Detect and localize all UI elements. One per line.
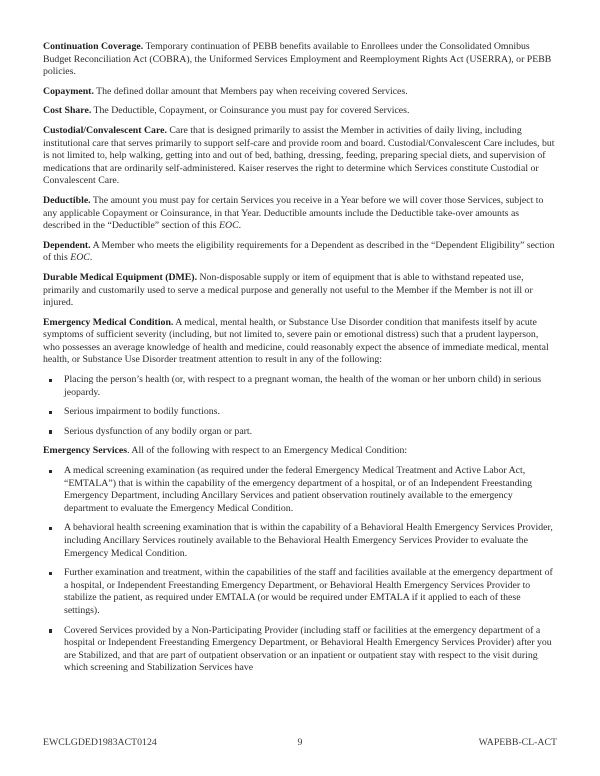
italic-text: EOC [219,220,239,232]
definition-term: Continuation Coverage. [43,41,144,52]
definition-paragraph [43,86,557,99]
bullet-text: Serious impairment to bodily functions. [64,406,220,418]
bullet-item [43,625,557,675]
definition-paragraph [43,195,557,233]
definition-body: A Member who meets the eligibility requirements for a Dependent as described in the “Dependent Eligibility” section of this EOC. [43,239,555,264]
definition-body: The Deductible, Copayment, or Coinsurance you must pay for covered Services. [93,105,410,117]
definition-body: Temporary continuation of PEBB benefits available to Enrollees under the Consolidated Omnibus Budget Reconciliation Act (COBRA), the Uniformed Services Employment and Reemployment Rights Act (USERRA), or PEBB policies. [43,41,552,78]
definition-paragraph [43,272,557,310]
bullet-marker-icon [49,470,52,473]
definition-term: Copayment. [43,85,94,97]
page-footer [43,737,557,751]
definitions-list [43,41,557,682]
bullet-item [43,374,557,399]
bullet-item [43,426,557,439]
definition-paragraph [43,105,557,118]
bullet-text: Serious dysfunction of any bodily organ or part. [64,425,253,437]
bullet-marker-icon [49,629,52,632]
bullet-marker-icon [49,430,52,433]
definition-paragraph [43,445,557,458]
definition-paragraph [43,240,557,265]
definition-term: Durable Medical Equipment (DME). [43,271,198,283]
definition-term: Emergency Services [43,445,128,457]
definition-term: Custodial/Convalescent Care. [43,124,167,136]
bullet-text: A medical screening examination (as required under the federal Emergency Medical Treatment and Active Labor Act, “EMTALA”) that is within the capability of the emergency department of a hospital, or of an Independent Freestanding Emergency Department, including Ancillary Services and patient observation routinely available to the emergency department to evaluate the Emergency Medical Condition. [64,465,533,514]
bullet-item [43,522,557,560]
italic-text: EOC [70,252,90,264]
bullet-text: A behavioral health screening examination that is within the capability of a Behavioral Health Emergency Services Provider, including Ancillary Services routinely available to the Behavioral Health Emergency Services Provider to evaluate the Emergency Medical Condition. [64,522,553,559]
bullet-marker-icon [49,411,52,414]
definition-term: Cost Share. [43,105,92,117]
bullet-text: Covered Services provided by a Non-Participating Provider (including staff or facilities at the emergency department of a hospital or Independent Freestanding Emergency Department, or Behavioral Health Emergency Services Provider) after you are Stabilized, and that are part of outpatient observation or an inpatient or outpatient stay with respect to the visit during which screening and Stabilization Services have [64,624,552,674]
definition-body: The amount you must pay for certain Services you receive in a Year before we will cover those Services, subject to any applicable Copayment or Coinsurance, in that Year. Deductible amounts include the Deductible take-over amounts as described in the “Deductible” section of this EOC. [43,194,544,232]
bullet-marker-icon [49,572,52,575]
definition-body: A medical, mental health, or Substance Use Disorder condition that manifests itself by acute symptoms of sufficient severity (including, but not limited to, severe pain or emotional distress) such that a prudent layperson, who possesses an average knowledge of health and medicine, could reasonably expect the absence of immediate medical, mental health, or Substance Use Disorder treatment attention to result in any of the following: [43,316,549,366]
definition-term: Dependent. [43,239,91,251]
definition-body: Care that is designed primarily to assist the Member in activities of daily living, including institutional care that serves primarily to support self-care and provide room and board. Custodial/Convalescent Care includes, but is not limited to, help walking, getting into and out of bed, bathing, dressing, feeding, preparing special diets, and supervision of medications that are ordinarily self-administered. Kaiser reserves the right to determine which Services constitute Custodial or Convalescent Care. [43,124,555,187]
definition-body: The defined dollar amount that Members pay when receiving covered Services. [96,85,408,97]
bullet-text: Placing the person’s health (or, with respect to a pregnant woman, the health of the woman or her unborn child) in serious jeopardy. [64,374,542,398]
bullet-marker-icon [49,527,52,530]
bullet-item [43,567,557,617]
definition-paragraph [43,125,557,188]
bullet-item [43,406,557,419]
definition-term: Deductible. [43,194,91,206]
definition-body: . All of the following with respect to an Emergency Medical Condition: [127,445,408,457]
definition-term: Emergency Medical Condition. [43,316,174,328]
bullet-marker-icon [49,379,52,382]
definition-paragraph [43,317,557,367]
definition-paragraph [43,41,557,79]
bullet-item [43,465,557,515]
page-number: 9 [297,737,303,748]
definition-body: Non-disposable supply or item of equipment that is able to withstand repeated use, primarily and customarily used to serve a medical purpose and generally not useful to the Member if the Member is not ill or injured. [43,271,533,309]
footer-doc-code: EWCLGDED1983ACT0124 [43,737,157,748]
bullet-text: Further examination and treatment, within the capabilities of the staff and facilities available at the emergency department of a hospital, or Independent Freestanding Emergency Department, or Behavioral Health Emergency Services Provider to stabilize the patient, as required under EMTALA (or would be required under EMTALA if it applied to each of these settings). [64,567,553,616]
footer-plan-code: WAPEBB-CL-ACT [478,737,557,748]
